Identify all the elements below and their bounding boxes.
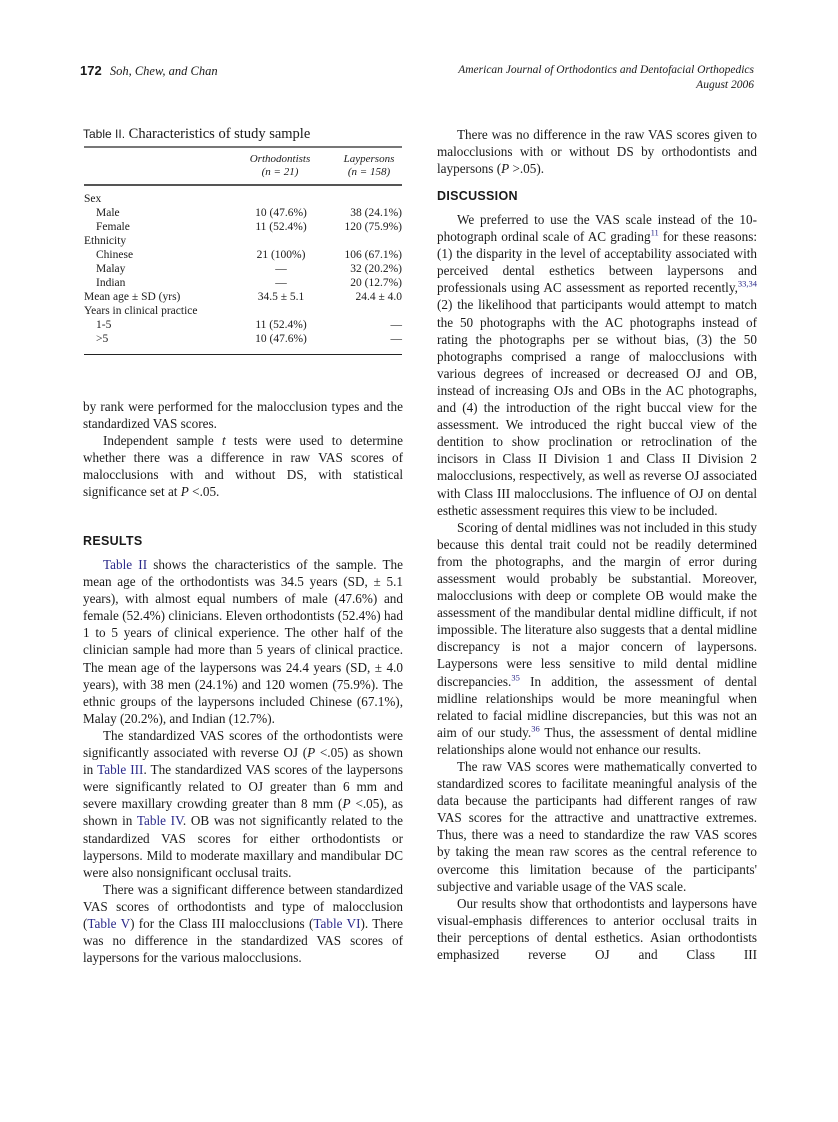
table-row — [84, 220, 402, 234]
column-n: (n = 21) — [261, 166, 299, 178]
row-label: Sex — [84, 193, 102, 205]
table-row — [84, 206, 402, 220]
journal-title: American Journal of Orthodontics and Dentofacial Orthopedics — [458, 64, 754, 76]
column-n: (n = 158) — [347, 166, 391, 178]
cell-laypersons: 38 (24.1%) — [350, 207, 402, 219]
cell-laypersons: 106 (67.1%) — [344, 249, 402, 261]
table-header-orthodontists — [240, 153, 320, 179]
cell-orthodontists: 10 (47.6%) — [255, 207, 307, 219]
column-name: Orthodontists — [249, 153, 311, 165]
ref-33-34[interactable]: 33,34 — [737, 278, 757, 289]
table-row — [84, 262, 402, 276]
table-row — [84, 276, 402, 290]
cell-laypersons: — — [390, 333, 402, 345]
results-body — [83, 556, 403, 966]
cell-laypersons: 32 (20.2%) — [350, 263, 402, 275]
cell-orthodontists: 21 (100%) — [256, 249, 306, 261]
ref-11[interactable]: 11 — [650, 227, 659, 238]
table-row — [84, 234, 402, 248]
cell-laypersons: 24.4 ± 4.0 — [355, 291, 402, 303]
table-title: Characteristics of study sample — [128, 126, 311, 142]
cell-laypersons: 20 (12.7%) — [350, 277, 402, 289]
ttest-paragraph: Independent sample t tests were used to determine whether there was a difference in raw VAS scores of malocclusions with and without DS, with statistical significance set at P <.05. — [83, 433, 403, 500]
table-header-rule — [84, 184, 402, 186]
row-label: Chinese — [96, 249, 134, 261]
table-v-link[interactable]: Table V — [87, 915, 131, 931]
discussion-paragraph-2: Scoring of dental midlines was not included in this study because this dental trait could not be readily determined from the photographs, and the margin of error during assessment would probably be substantial. Moreover, malocclusions with deep or complete OB would make the assessment of the mandibular dental midline difficult, if not impossible. The literature also suggests that a dental midline discrepancy is not a major concern of laypersons. Laypersons were less sensitive to mild dental midline discrepancies.$^{35}$ In addition, the assessment of dental midline relationships would be more meaningful when related to facial midline discrepancies, but this was not an aim of our study.$^{36}$ Thus, the assessment of dental midline relationships alone would not enhance our results. — [437, 519, 757, 757]
cell-orthodontists: 11 (52.4%) — [255, 319, 307, 331]
cell-orthodontists: 11 (52.4%) — [255, 221, 307, 233]
row-label: Mean age ± SD (yrs) — [84, 291, 181, 303]
page-number: 172 — [80, 63, 102, 78]
cell-orthodontists: — — [275, 263, 287, 275]
row-label: 1-5 — [96, 319, 112, 331]
row-label: >5 — [96, 333, 109, 345]
issue-date: August 2006 — [696, 79, 754, 91]
row-label: Years in clinical practice — [84, 305, 198, 317]
table-row — [84, 332, 402, 346]
results-heading: RESULTS — [83, 534, 143, 548]
table-row — [84, 290, 402, 304]
table-row — [84, 304, 402, 318]
table-row — [84, 318, 402, 332]
left-column — [83, 398, 403, 501]
discussion-paragraph-1: We preferred to use the VAS scale instead of the 10-photograph ordinal scale of AC grading$^{11}$ for these reasons: (1) the disparity in the level of acceptability associated with perceived dental esthetics between laypersons and professionals using AC assessment as reported recently,$^{33,34}$ (2) the likelihood that participants would attempt to match the 50 photographs with the AC photographs instead of rating the photographs per se without bias, (3) the 50 photographs comprised a range of malocclusions with various degrees of increased or decreased OJ and OB, instead of increasing OJs and OBs in the AC photographs, and (4) the introduction of the right buccal view for the assessment. We introduced the right buccal view of the dentition to show proclination or retroclination of the incisors in Class II Division 1 and Class II Division 2 malocclusions, respectively, as well as reverse OJ associated with Class III malocclusions. The influence of OJ on dental esthetic assessment requires this view to be included. — [437, 212, 757, 518]
cell-laypersons: — — [390, 319, 402, 331]
results-paragraph-4: There was no difference in the raw VAS scores given to malocclusions with or without DS by orthodontists and laypersons (P >.05). — [437, 127, 757, 177]
ref-36[interactable]: 36 — [531, 723, 540, 734]
running-header-right — [458, 63, 754, 93]
column-name: Laypersons — [343, 153, 395, 165]
results-paragraph-2: The standardized VAS scores of the orthodontists were significantly associated with reverse OJ (P <.05) as shown in Table III. The standardized VAS scores of the laypersons were significantly related to OJ greater than 6 mm and severe maxillary crowding greater than 8 mm (P <.05), as shown in Table IV. OB was not significantly related to the standardized VAS scores for either orthodontists or laypersons. Mild to moderate maxillary and mandibular DC were also nonsignificant occlusal traits. — [83, 727, 403, 880]
results-paragraph-3: There was a significant difference between standardized VAS scores of orthodontists and type of malocclusion (Table V) for the Class III malocclusions (Table VI). There was no difference in the standardized VAS scores of laypersons for the various malocclusions. — [83, 881, 403, 966]
table-caption — [83, 126, 310, 143]
right-column-top — [437, 126, 757, 177]
authors: Soh, Chew, and Chan — [109, 64, 218, 78]
row-label: Male — [96, 207, 120, 219]
row-label: Malay — [96, 263, 126, 275]
table-iii-link[interactable]: Table III — [97, 762, 144, 778]
row-label: Female — [96, 221, 130, 233]
cell-orthodontists: 10 (47.6%) — [255, 333, 307, 345]
table-label: Table II. — [83, 127, 126, 141]
cell-orthodontists: — — [275, 277, 287, 289]
table-iv-link[interactable]: Table IV — [136, 813, 183, 829]
results-paragraph-1: Table II shows the characteristics of the sample. The mean age of the orthodontists was 34.5 years (SD, ± 5.1 years), with almost equal numbers of male (47.6%) and female (52.4%) clinicians. Eleven orthodontists (52.4%) had 1 to 5 years of clinical experience. The other half of the clinician sample had more than 5 years of clinical practice. The mean age of the laypersons was 24.4 years (SD, ± 4.0 years), with 38 men (24.1%) and 120 women (75.9%). The ethnic groups of the laypersons included Chinese (67.1%), Malay (20.2%), and Indian (12.7%). — [83, 557, 404, 726]
table-bottom-rule — [84, 354, 402, 355]
table-vi-link[interactable]: Table VI — [313, 915, 361, 931]
cell-orthodontists: 34.5 ± 5.1 — [257, 291, 305, 303]
table-row — [84, 248, 402, 262]
table-header-laypersons — [334, 153, 404, 179]
table-row — [84, 192, 402, 206]
discussion-paragraph-3: The raw VAS scores were mathematically converted to standardized scores to facilitate meaningful analysis of the data because the participants had different ranges of raw VAS scores for the attractive and unattractive extremes. Thus, there was a need to standardize the raw VAS scores by taking the mean raw scores as the central reference to overcome this limitation because of the participants' subjective and variable usage of the VAS scale. — [437, 759, 757, 894]
discussion-heading: DISCUSSION — [437, 189, 518, 203]
ref-35[interactable]: 35 — [511, 672, 520, 683]
running-header-left — [80, 63, 218, 79]
discussion-paragraph-4: Our results show that orthodontists and laypersons have visual-emphasis differences to anterior occlusal traits in their perceptions of dental esthetics. Asian orthodontists emphasized reverse OJ and Class III — [437, 895, 757, 963]
discussion-body — [437, 211, 757, 963]
cell-laypersons: 120 (75.9%) — [344, 221, 402, 233]
row-label: Indian — [96, 277, 126, 289]
methods-paragraph-end: by rank were performed for the malocclusion types and the standardized VAS scores. — [83, 399, 403, 432]
table-top-rule — [84, 146, 402, 148]
row-label: Ethnicity — [84, 235, 127, 247]
table-ii-link[interactable]: Table II — [103, 557, 148, 572]
